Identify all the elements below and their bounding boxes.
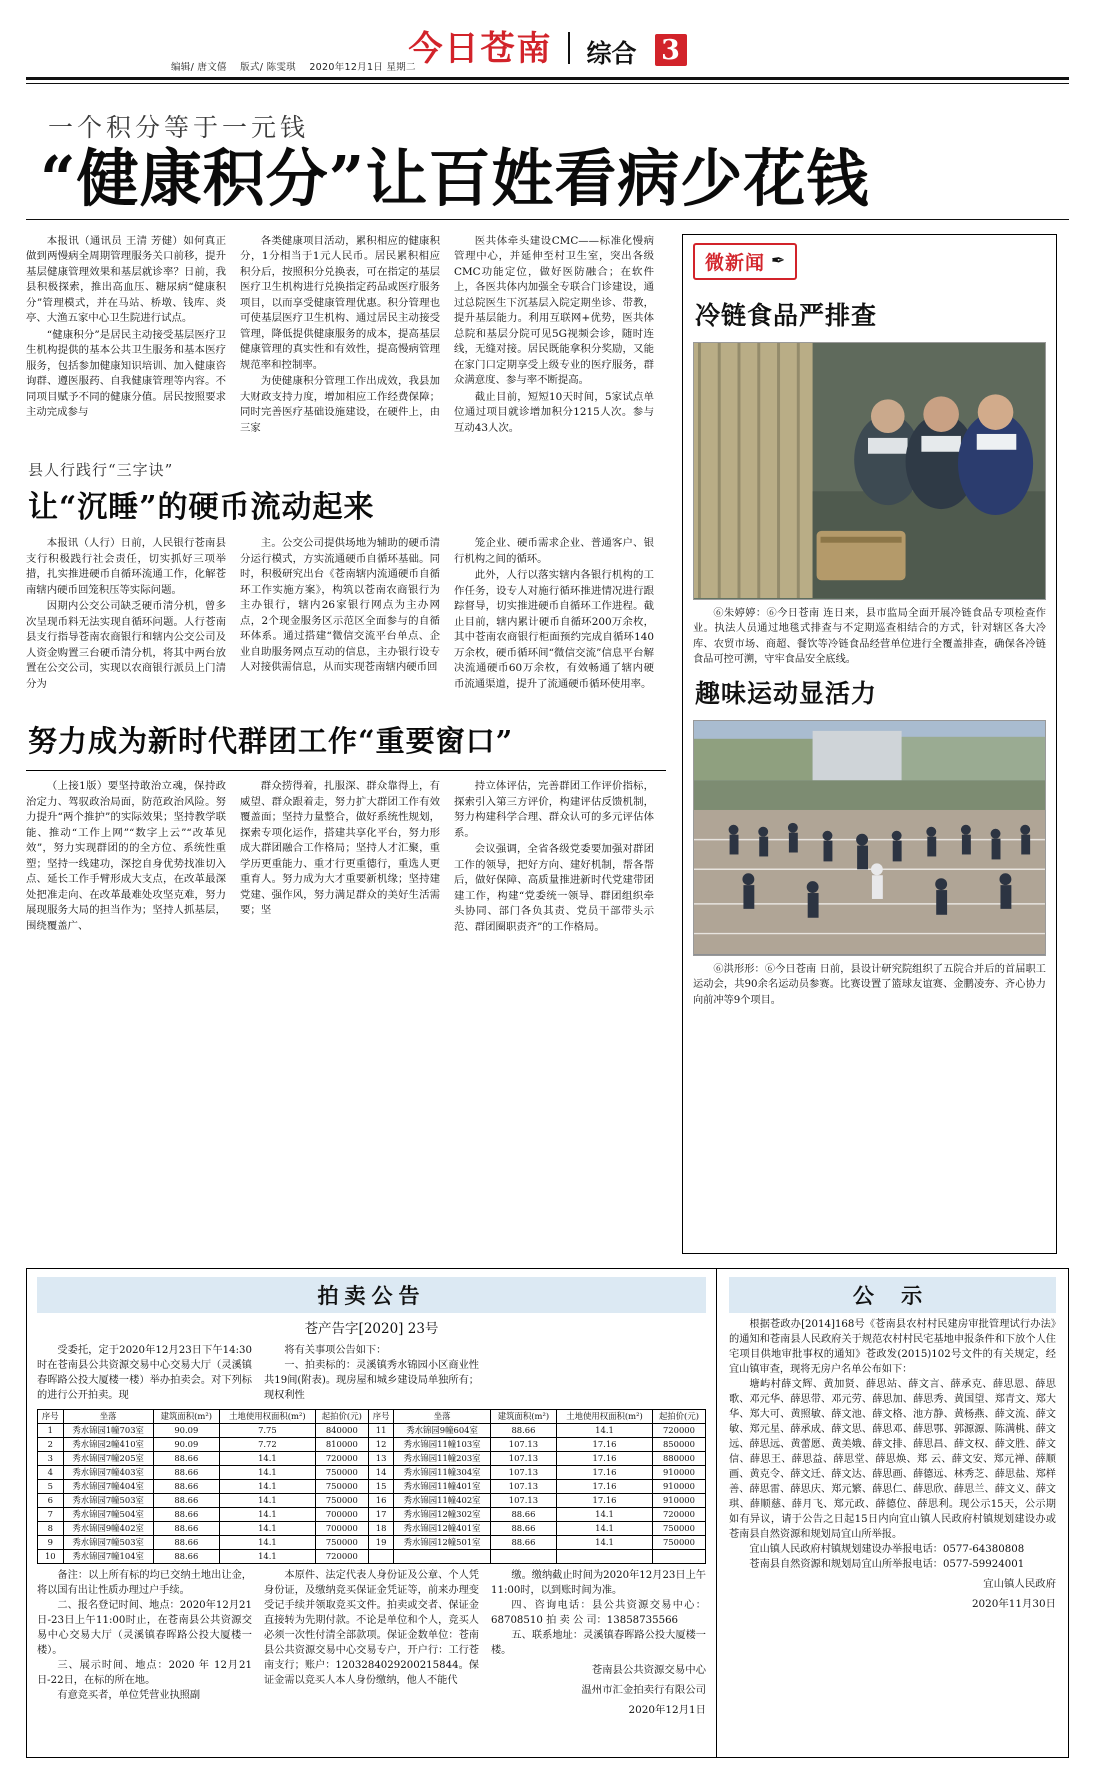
table-cell: 14.1 (219, 1549, 315, 1563)
article3-col-1 (26, 779, 226, 936)
table-cell: 7.75 (219, 1423, 315, 1437)
micro-news-label: 微新闻 (705, 251, 766, 274)
article2-col-2 (240, 536, 440, 693)
article2-para: 此外，人行以落实辖内各银行机构的工作任务，设专人对施行循环推进情况进行跟踪督导，切实推进硬币自循环工作进程。截止目前，辖内累计硬币自循环200万余枚，其中苍南农商银行柜面预约完成自循环140万余枚，硬币循环间“微信交流”信息平台解决流通硬币60万余枚，有效畅通了辖内硬币流通渠道，提升了流通硬币循环使用率。 (454, 569, 654, 690)
table-cell: 秀水锦园9幢402室 (63, 1521, 153, 1535)
table-cell: 6 (38, 1493, 64, 1507)
notices-section (26, 1268, 1069, 1758)
masthead-credits (171, 59, 426, 73)
article3-col-3 (454, 779, 654, 936)
table-cell: 7 (38, 1507, 64, 1521)
table-cell: 107.13 (490, 1437, 556, 1451)
table-row (38, 1465, 706, 1479)
auction-para: 一、拍卖标的：灵溪镇秀水锦园小区商业性共19间(附表)。现房屋和城乡建设局单独所有；现权利性 (264, 1359, 479, 1401)
article2-para: 笼企业、硬币需求企业、普通客户、银行机构之间的循环。 (454, 537, 654, 565)
th-area-r: 建筑面积(m²) (490, 1409, 556, 1423)
th-landarea-l: 土地使用权面积(m²) (219, 1409, 315, 1423)
table-cell: 秀水锦园11幢304室 (394, 1465, 490, 1479)
layout-credit: 版式/ 陈雯琪 (240, 62, 296, 73)
table-cell: 880000 (652, 1451, 705, 1465)
article2-kicker: 县人行践行“三字诀” (28, 461, 174, 480)
table-cell: 88.66 (153, 1493, 219, 1507)
article3-columns (26, 779, 666, 936)
table-cell: 11 (368, 1423, 394, 1437)
table-cell: 秀水锦园7幢104室 (63, 1549, 153, 1563)
headline-rule (26, 219, 1069, 220)
notice-signature-date: 2020年11月30日 (971, 1597, 1056, 1610)
table-cell: 秀水锦园2幢410室 (63, 1437, 153, 1451)
auction-terms-columns (37, 1568, 706, 1718)
auction-term: 本原件、法定代表人身份证及公章、个人凭身份证，及缴纳竞买保证金凭证等，前来办理变受记手续并领取竞买文件。拍卖或交者、保证金直接转为先期付款。不论是单位和个人，竞买人必须一次性付清全部款项。保证金数单位：苍南县公共资源交易中心交易专户，开户行：工行苍南支行；账户：1203284029200215844。保证金需以竞买人本人身份缴纳，他人不能代 (264, 1569, 479, 1686)
page-number: 3 (655, 34, 687, 66)
auction-para-blank (491, 1343, 706, 1358)
table-cell: 17.16 (557, 1451, 653, 1465)
table-cell: 秀水锦园7幢403室 (63, 1465, 153, 1479)
table-cell: 秀水锦园12幢401室 (394, 1521, 490, 1535)
sidebar-zone (682, 234, 1057, 1254)
table-cell: 810000 (315, 1437, 368, 1451)
photo2-graphic (694, 721, 1045, 954)
auction-subtitle: 苍产告字[2020] 23号 (304, 1320, 439, 1337)
table-cell: 88.66 (153, 1451, 219, 1465)
table-cell: 秀水锦园12幢302室 (394, 1507, 490, 1521)
auction-term: 有意竞买者，单位凭营业执照副 (57, 1689, 201, 1701)
table-row (38, 1521, 706, 1535)
auction-intro-columns (37, 1343, 706, 1403)
table-cell: 3 (38, 1451, 64, 1465)
table-cell: 14.1 (557, 1535, 653, 1549)
table-cell (368, 1549, 394, 1563)
auction-col-3 (491, 1343, 706, 1403)
auction-signature-2: 温州市汇金拍卖行有限公司 (581, 1683, 706, 1696)
table-cell: 88.66 (490, 1507, 556, 1521)
table-cell: 720000 (652, 1423, 705, 1437)
th-location-r: 坐落 (394, 1409, 490, 1423)
table-cell: 17.16 (557, 1479, 653, 1493)
table-cell (557, 1549, 653, 1563)
table-cell: 750000 (315, 1465, 368, 1479)
th-seq-r: 序号 (368, 1409, 394, 1423)
table-row (38, 1493, 706, 1507)
article3-para: 持立体评估，完善群团工作评价指标，探索引入第三方评价，构建评估反馈机制，努力构建科学合理、群众认可的多元评估体系。 (454, 780, 654, 839)
table-cell: 14.1 (219, 1507, 315, 1521)
table-cell: 720000 (652, 1507, 705, 1521)
notice-name-list: 塘屿村薛文辉、黄加贤、薛思站、薛文言、薛承克、薛思恩、薛思歌、邓元华、薛思带、邓元劳、薛思加、薛思秀、黄国望、郑青文、郑大华、郑大可、黄照敏、薛文池、薛文格、池方静、黄杨燕、薛文流、薛文敏、郑元星、薛承成、薛文思、薛思邓、薛思鄂、郭源源、陈满桃、薛文远、薛思远、黄蕾愿、黄美娥、薛文排、薛思昌、薛文权、薛文胜、薛文信、薛思王、薛思益、薛思堂、薛思焕、郑 云、薛文安、郑元禅、薛顺画、黄克令、薛文迁、薛文达、薛思画、薛德远、林秀芝、薛思盐、郑样善、薛思雷、薛思庆、郑元繁、薛思仁、薛思欣、薛思兰、薛文义、薛文琪、薛顺慈、薛月飞、郑元政、薛德位、薛思利。现公示15天，公示期如有异议，请于公告之日起15日内向宜山镇人民政府村镇规划建设办或苍南县自然资源和规划局宜山所举报。 (729, 1378, 1056, 1540)
table-cell (490, 1549, 556, 1563)
table-cell: 840000 (315, 1423, 368, 1437)
auction-table (37, 1409, 706, 1564)
article3-col-2 (240, 779, 440, 936)
table-cell: 88.66 (490, 1521, 556, 1535)
table-row (38, 1507, 706, 1521)
notice-para: 根据苍政办[2014]168号《苍南县农村村民建房审批管理试行办法》的通知和苍南县人民政府关于规范农村村民宅基地申报条件和下放个人住宅项目供地审批事权的通知》苍政发(2015)102号文件的有关规定，经宜山镇审查，现将无房户名单公布如下： (729, 1318, 1056, 1375)
table-cell: 14.1 (219, 1493, 315, 1507)
table-row (38, 1549, 706, 1563)
auction-signature-1: 苍南县公共资源交易中心 (591, 1663, 706, 1676)
auction-col-2 (264, 1343, 479, 1403)
lead-para: 医共体牵头建设CMC——标准化慢病管理中心，并延伸至村卫生室，突出各级CMC功能定位，做好医防融合；在软件上，各医共体内加强全专联合门诊建设，通过总院医生下沉基层入院定期坐诊、带教，提升基层能力。利用互联网+优势，医共体总院和基层分院可见5G视频会诊，随时连线，无缝对接。居民既能拿积分奖励，又能在家门口定期享受上级专业的医疗服务，群众满意度、参与率不断提高。 (454, 234, 654, 387)
article2-para: 因期内公交公司缺乏硬币清分机，曾多次呈现币料无法实现自循环问题。人行苍南县支行指导苍南农商银行和辖内公交公司及人资金购置三台硬币清分机，将其中两台放置在公交公司，实现以农商银行派员上门清分为 (26, 600, 226, 690)
sidebar-item1-caption: ⑥朱婷婷：⑥今日苍南 连日来，县市监局全面开展冷链食品专项检查作业。执法人员通过地毯式排查与不定期巡查相结合的方式，针对辖区各大冷库、农贸市场、商超、餐饮等冷链食品经营单位进行全覆盖排查，确保各冷链食品可控可溯，守牢食品安全底线。 (693, 607, 1046, 666)
table-cell: 14.1 (557, 1423, 653, 1437)
table-cell: 秀水锦园11幢103室 (394, 1437, 490, 1451)
sidebar-item2-caption: ⑥洪形形：⑥今日苍南 日前，县设计研究院组织了五院合并后的首届职工运动会，共90余名运动员参赛。比赛设置了篮球友谊赛、金鹏凌夯、齐心协力向前冲等9个项目。 (693, 963, 1046, 1006)
masthead (26, 18, 1069, 80)
auction-para: 受委托，定于2020年12月23日下午14:30时在苍南县公共资源交易中心交易大厅（灵溪镇春晖路公投大厦楼一楼）举办拍卖会。对下列标的进行公开拍卖。现 (37, 1344, 252, 1401)
table-cell: 700000 (315, 1507, 368, 1521)
table-row (38, 1535, 706, 1549)
table-cell: 14.1 (557, 1507, 653, 1521)
auction-col-1 (37, 1343, 252, 1403)
table-cell: 88.66 (490, 1535, 556, 1549)
auction-para: 将有关事项公告如下： (284, 1344, 387, 1356)
table-cell: 14.1 (219, 1535, 315, 1549)
table-cell: 107.13 (490, 1479, 556, 1493)
table-row (38, 1451, 706, 1465)
article2-title: 让“沉睡”的硬币流动起来 (28, 490, 375, 526)
auction-title: 拍卖公告 (37, 1277, 706, 1313)
th-location-l: 坐落 (63, 1409, 153, 1423)
notice-signature: 宜山镇人民政府 (983, 1577, 1056, 1590)
photo1-graphic (694, 343, 1045, 598)
table-cell: 88.66 (153, 1479, 219, 1493)
table-cell: 17.16 (557, 1465, 653, 1479)
table-cell (394, 1549, 490, 1563)
table-cell: 750000 (652, 1535, 705, 1549)
paper-name: 今日苍南 (408, 29, 553, 69)
table-cell: 14.1 (219, 1465, 315, 1479)
table-cell: 4 (38, 1465, 64, 1479)
section-name: 综合 (586, 39, 637, 68)
table-header-row (38, 1409, 706, 1423)
micro-news-badge (693, 243, 797, 280)
article3-para: 群众捞得着，扎服深、群众靠得上，有威望、群众跟着走，努力扩大群团工作有效覆盖面；坚持力量整合，做好系统性规划，探索专项化运作，搭建共享化平台，努力形成大群团融合工作格局；坚持人才汇聚，重学历更重能力、重才行更重德行，重选人更重育人。努力成为大才重要新机缘；坚持建党建、强作风，努力满足群众的美好生活需要；坚 (240, 780, 440, 917)
table-cell: 秀水锦园7幢504室 (63, 1507, 153, 1521)
table-cell: 107.13 (490, 1493, 556, 1507)
table-cell: 13 (368, 1451, 394, 1465)
table-cell: 14.1 (219, 1479, 315, 1493)
table-cell: 88.66 (490, 1423, 556, 1437)
lead-para: 本报讯（通讯员 王清 芳健）如何真正做到两慢病全周期管理服务关口前移，提升基层健康管理效果和基层就诊率？日前，我县积极探索，推出高血压、糖尿病“健康积分”管理模式，并在马站、桥墩、钱库、炎亭、大渔五家中心卫生院进行试点。 (26, 234, 226, 325)
micro-news-box (682, 234, 1057, 1254)
pen-icon: ✒ (771, 251, 786, 272)
table-cell: 秀水锦园11幢401室 (394, 1479, 490, 1493)
table-row (38, 1423, 706, 1437)
masthead-rule (26, 83, 1069, 84)
article3-title: 努力成为新时代群团工作“重要窗口” (28, 724, 514, 759)
table-cell: 14.1 (557, 1521, 653, 1535)
auction-notice (27, 1269, 717, 1757)
table-cell: 850000 (652, 1437, 705, 1451)
table-cell: 17.16 (557, 1437, 653, 1451)
table-cell: 5 (38, 1479, 64, 1493)
th-seq-l: 序号 (38, 1409, 64, 1423)
notice-contact-1: 宜山镇人民政府村镇规划建设办举报电话：0577-64380808 (749, 1543, 1025, 1555)
table-cell: 88.66 (153, 1535, 219, 1549)
table-cell: 88.66 (153, 1507, 219, 1521)
table-cell: 107.13 (490, 1465, 556, 1479)
table-cell: 90.09 (153, 1437, 219, 1451)
auction-terms-col-1 (37, 1568, 252, 1718)
table-cell: 秀水锦园7幢205室 (63, 1451, 153, 1465)
table-cell: 720000 (315, 1451, 368, 1465)
notice-contact-2: 苍南县自然资源和规划局宜山所举报电话：0577-59924001 (749, 1558, 1025, 1570)
masthead-divider (568, 32, 570, 64)
table-cell: 700000 (315, 1521, 368, 1535)
table-cell: 750000 (315, 1479, 368, 1493)
table-cell: 750000 (315, 1493, 368, 1507)
table-cell: 88.66 (153, 1465, 219, 1479)
article2-columns (26, 536, 666, 693)
lead-headline: “健康积分”让百姓看病少花钱 (40, 142, 870, 215)
table-cell: 15 (368, 1479, 394, 1493)
table-cell: 17 (368, 1507, 394, 1521)
sidebar-item2-title: 趣味运动显活力 (695, 678, 878, 708)
article3-para: 会议强调，全省各级党委要加强对群团工作的领导，把好方向、建好机制，帮各帮后，做好保障、高质量推进新时代党建带团建工作，构建“党委统一领导、群团组织牵头协同、部门各负其责、党员干部带头示范、群团圈职责齐”的工作格局。 (454, 843, 654, 933)
sidebar-item1-title: 冷链食品严排查 (695, 300, 878, 330)
table-row (38, 1437, 706, 1451)
table-cell (652, 1549, 705, 1563)
photo-sports-meeting (693, 720, 1046, 956)
table-cell: 750000 (652, 1521, 705, 1535)
th-price-r: 起拍价(元) (652, 1409, 705, 1423)
lead-article-columns (26, 234, 666, 438)
table-cell: 720000 (315, 1549, 368, 1563)
lead-col-1 (26, 234, 226, 438)
table-cell: 秀水锦园7幢503室 (63, 1493, 153, 1507)
auction-signature-date: 2020年12月1日 (628, 1703, 706, 1716)
auction-terms-col-3 (491, 1568, 706, 1718)
article3-rule (26, 770, 666, 771)
th-price-l: 起拍价(元) (315, 1409, 368, 1423)
th-landarea-r: 土地使用权面积(m²) (557, 1409, 653, 1423)
article2-col-1 (26, 536, 226, 693)
table-cell: 秀水锦园12幢501室 (394, 1535, 490, 1549)
auction-table-body (38, 1423, 706, 1563)
lead-para: “健康积分”是居民主动接受基层医疗卫生机构提供的基本公共卫生服务和基本医疗服务，包括参加健康知识培训、加入健康咨询群、遵医服药、自我健康管理等内容。不同项目赋予不同的健康分值。居民按照要求主动完成参与 (26, 328, 226, 419)
table-cell: 1 (38, 1423, 64, 1437)
table-cell: 12 (368, 1437, 394, 1451)
table-cell: 秀水锦园11幢402室 (394, 1493, 490, 1507)
table-cell: 88.66 (153, 1521, 219, 1535)
article2-col-3 (454, 536, 654, 693)
notice-title: 公 示 (729, 1277, 1056, 1313)
left-column-zone (26, 234, 666, 1254)
table-cell: 18 (368, 1521, 394, 1535)
table-cell: 秀水锦园7幢503室 (63, 1535, 153, 1549)
lead-para: 各类健康项目活动，累积相应的健康积分，1分相当于1元人民币。居民累积相应积分后，按照积分兑换表，可在指定的基层医疗卫生机构进行兑换指定药品或医疗服务项目，以而享受健康管理优惠。积分管理也可使基层医疗卫生机构、通过居民主动接受管理，降低提供健康服务的成本，提高基层健康管理的真实性和有效性，提高慢病管理规范率和控制率。 (240, 234, 440, 371)
table-cell: 秀水锦园11幢203室 (394, 1451, 490, 1465)
lead-kicker: 一个积分等于一元钱 (48, 113, 310, 142)
table-cell: 秀水锦园7幢404室 (63, 1479, 153, 1493)
table-cell: 17.16 (557, 1493, 653, 1507)
table-cell: 16 (368, 1493, 394, 1507)
editor-credit: 编辑/ 唐文僖 (171, 62, 227, 73)
lead-para: 为使健康积分管理工作出成效，我县加大财政支持力度，增加相应工作经费保障；同时完善医疗基础设施建设，在硬件上，由三家 (240, 375, 440, 434)
table-cell: 88.66 (153, 1549, 219, 1563)
lead-col-2 (240, 234, 440, 438)
publish-date: 2020年12月1日 星期二 (309, 62, 416, 73)
table-cell: 107.13 (490, 1451, 556, 1465)
table-cell: 10 (38, 1549, 64, 1563)
table-row (38, 1479, 706, 1493)
table-cell: 9 (38, 1535, 64, 1549)
table-cell: 910000 (652, 1465, 705, 1479)
table-cell: 8 (38, 1521, 64, 1535)
article2-para: 本报讯（人行）日前，人民银行苍南县支行积极践行社会责任，切实抓好三项举措，扎实推进硬币自循环流通工作，化解苍南辖内硬币回笼积压等实际问题。 (26, 537, 226, 596)
article3-para: （上接1版）要坚持敢治立魂，保持政治定力、驾驭政治局面，防范政治风险。努力提升“两个推护”的实际效果；坚持教学联能、推动“工作上网”“数字上云”“改革见效”，努力实现群团的的全方位、系统性重塑；坚持一线建功，深挖自身优势找准切入点、延长工作手臂形成大支点，在改革最深处把准走向、在改革最难处攻坚克难，努力展现服务大局的担当作为；坚持人抓基层，围绕覆盖广、 (26, 780, 226, 932)
table-cell: 14 (368, 1465, 394, 1479)
table-cell: 14.1 (219, 1521, 315, 1535)
auction-term: 缴。缴纳截止时间为2020年12月23日上午11:00时，以到账时间为准。 (491, 1569, 706, 1596)
table-cell: 19 (368, 1535, 394, 1549)
auction-term: 二、报名登记时间、地点：2020年12月21日-23日上午11:00时止，在苍南县公共资源交易中心交易大厅（灵溪镇春晖路公投大厦楼一楼）。 (37, 1599, 252, 1656)
table-cell: 秀水锦园1幢703室 (63, 1423, 153, 1437)
auction-term: 备注：以上所有标的均已交纳土地出让金，将以国有出让性质办理过户手续。 (37, 1569, 252, 1596)
lead-col-3 (454, 234, 654, 438)
auction-term: 五、联系地址：灵溪镇春晖路公投大厦楼一楼。 (491, 1629, 706, 1656)
table-cell: 7.72 (219, 1437, 315, 1451)
table-cell: 2 (38, 1437, 64, 1451)
article2-para: 主。公交公司提供场地为辅助的硬币清分运行模式，方实流通硬币自循环基础。同时，积极研究出台《苍南辖内流通硬币自循环工作实施方案》，构筑以苍南农商银行为主办银行，辖内26家银行网点为主办网点，2个现金服务区示范区全面参与的自循环体系。通过搭建“微信交流平台单点、企业自助服务网点互动的信息，主办银行设专人对接供需信息，从而实现苍南辖内硬币回 (240, 537, 440, 674)
table-cell: 秀水锦园9幢604室 (394, 1423, 490, 1437)
table-cell: 910000 (652, 1493, 705, 1507)
table-cell: 750000 (315, 1535, 368, 1549)
auction-term: 三、展示时间、地点：2020 年 12月21日-22日，在标的所在地。 (37, 1659, 252, 1686)
lead-para: 截止目前，短短10天时间，5家试点单位通过项目就诊增加积分1215人次。参与互动43人次。 (454, 390, 654, 434)
table-cell: 910000 (652, 1479, 705, 1493)
public-notice (717, 1269, 1068, 1757)
photo-cold-chain-inspection (693, 342, 1046, 600)
th-area-l: 建筑面积(m²) (153, 1409, 219, 1423)
table-cell: 14.1 (219, 1451, 315, 1465)
main-content (26, 234, 1069, 1254)
table-cell: 90.09 (153, 1423, 219, 1437)
auction-term: 四、咨询电话：县公共资源交易中心：68708510 拍 卖 公 司：13858735566 (491, 1599, 706, 1626)
auction-terms-col-2 (264, 1568, 479, 1718)
